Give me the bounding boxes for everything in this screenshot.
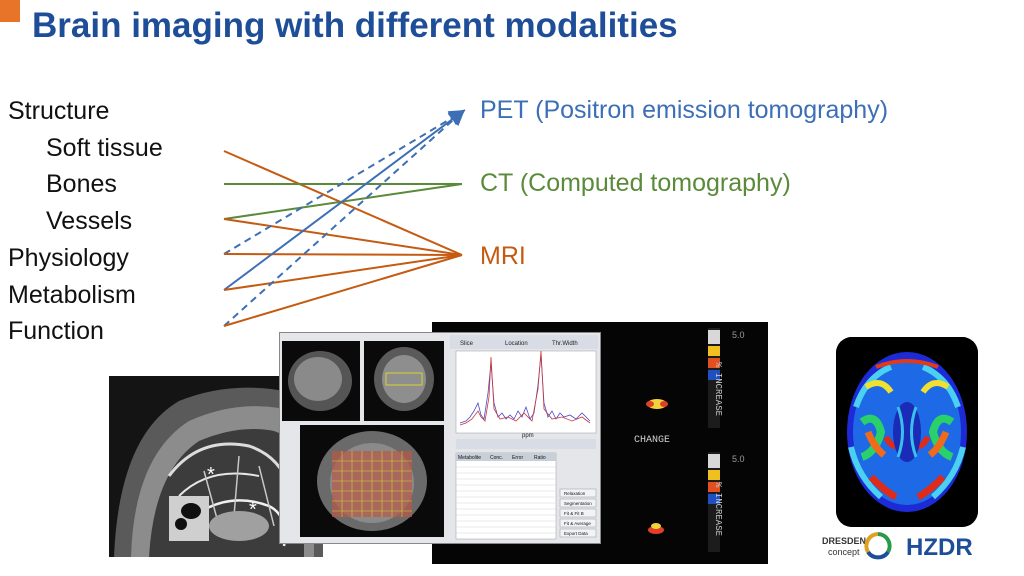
button-segmentation[interactable]: Segmentation — [564, 501, 592, 506]
button-fit-b[interactable]: Fit & Fit B — [564, 511, 584, 516]
modality-mri: MRI — [480, 242, 526, 270]
field-threshold-width[interactable]: Thr.Width — [552, 341, 578, 347]
chart-x-label: ppm — [522, 433, 534, 439]
modality-ct: CT (Computed tomography) — [480, 169, 791, 197]
dresden-concept-ring-icon — [866, 534, 889, 557]
list-item-bones: Bones — [46, 170, 117, 199]
list-item-metabolism: Metabolism — [8, 280, 136, 309]
edge-metabolism-to-mri — [224, 255, 462, 290]
field-slice[interactable]: Slice — [460, 341, 474, 347]
edge-vessels-to-mri — [224, 219, 462, 255]
edge-metabolism-to-pet — [224, 112, 462, 290]
mri-software-screenshot — [279, 332, 601, 544]
pet-change-label: CHANGE — [634, 435, 671, 446]
table-header-conc: Conc. — [490, 455, 504, 461]
marker-asterisk-2: * — [249, 499, 257, 521]
button-fit-average[interactable]: Fit & Average — [564, 521, 591, 526]
pet-increase-label-top: % INCREASE — [713, 362, 723, 417]
table-header-error: Error — [512, 455, 524, 461]
dresden-logo-line2: concept — [828, 547, 860, 557]
dresden-logo-line1: DRESDEN — [822, 536, 867, 546]
marker-asterisk-1: * — [207, 464, 215, 486]
pet-brain-image — [836, 337, 978, 527]
logos-area — [820, 530, 1000, 564]
field-location[interactable]: Location — [505, 341, 528, 347]
list-item-function: Function — [8, 317, 104, 346]
pet-scale-label-bottom: 5.0 — [732, 454, 745, 464]
edge-function-to-mri — [224, 255, 462, 326]
pet-scale-label-top: 5.0 — [732, 330, 745, 340]
edge-physiology-to-mri — [224, 254, 462, 255]
hzdr-logo: HZDR — [906, 534, 973, 561]
button-relaxation[interactable]: Relaxation — [564, 491, 586, 496]
list-item-physiology: Physiology — [8, 243, 129, 272]
button-export-data[interactable]: Export Data — [564, 531, 588, 536]
list-item-soft-tissue: Soft tissue — [46, 133, 163, 162]
pet-increase-label-bottom: % INCREASE — [713, 482, 723, 537]
table-header-ratio: Ratio — [534, 455, 546, 461]
edge-function-to-pet — [224, 112, 462, 326]
edge-soft-tissue-to-mri — [224, 151, 462, 255]
list-item-vessels: Vessels — [46, 207, 133, 236]
list-item-structure: Structure — [8, 97, 110, 125]
table-header-metabolite: Metabolite — [458, 455, 482, 461]
modality-pet: PET (Positron emission tomography) — [480, 96, 889, 124]
slide-title: Brain imaging with different modalities — [32, 6, 678, 45]
